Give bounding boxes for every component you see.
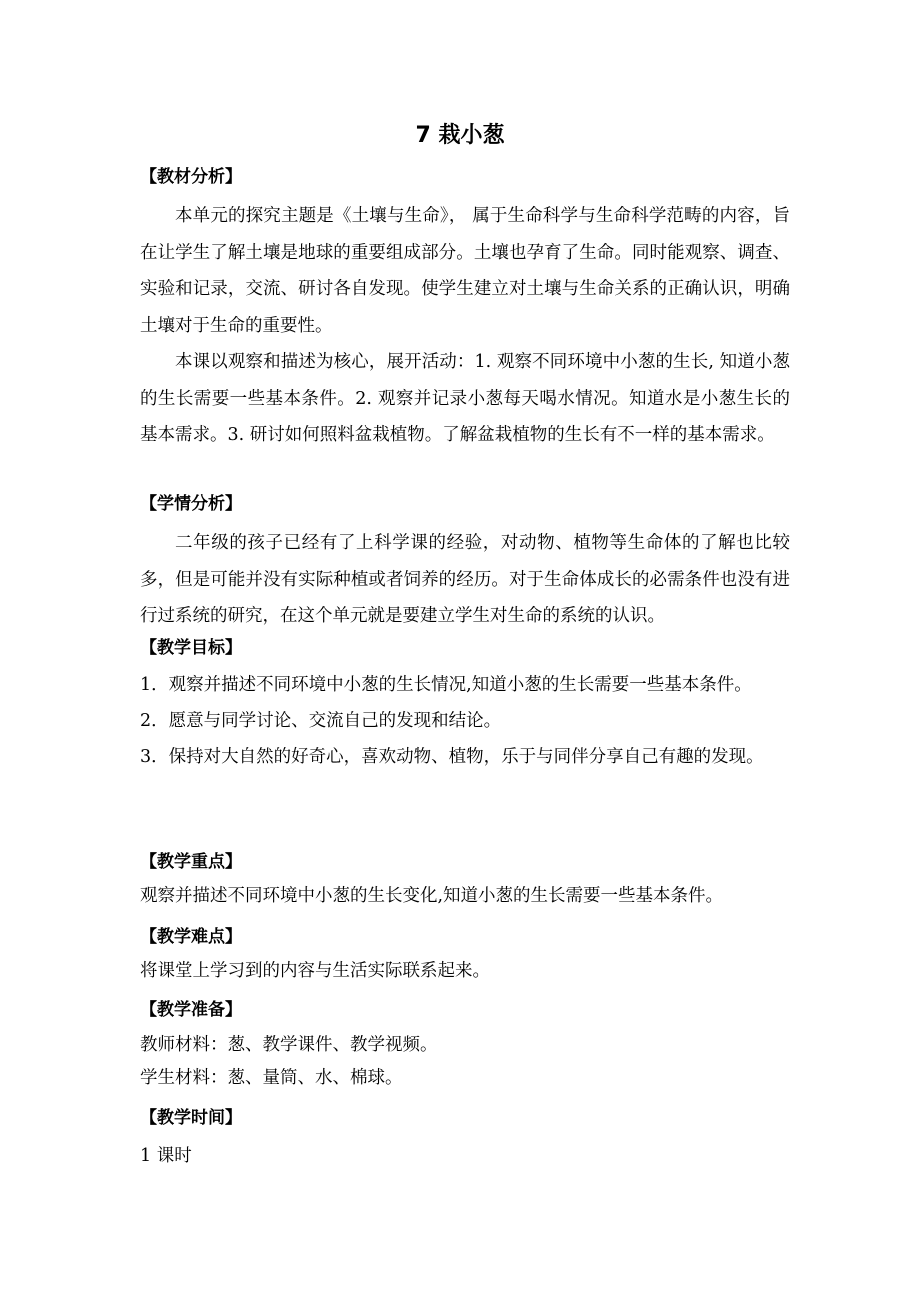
section-objectives — [140, 632, 790, 775]
list-item: 2．愿意与同学讨论、交流自己的发现和结论。 — [140, 711, 502, 731]
paragraph: 二年级的孩子已经有了上科学课的经验，对动物、植物等生命体的了解也比较多，但是可能并没有实际种植或者饲养的经历。对于生命体成长的必需条件也没有进行过系统的研究，在这个单元就是要建立学生对生命的系统的认识。 — [140, 533, 790, 626]
section-heading: 【教学时间】 — [140, 1108, 242, 1128]
paragraph: 将课堂上学习到的内容与生活实际联系起来。 — [140, 961, 490, 981]
section-heading: 【教学难点】 — [140, 927, 242, 947]
paragraph: 本课以观察和描述为核心，展开活动：1. 观察不同环境中小葱的生长, 知道小葱的生长需要一些基本条件。2. 观察并记录小葱每天喝水情况。知道水是小葱生长的基本需求。3. 研讨如何照料盆栽植物。了解盆栽植物的生长有不一样的基本需求。 — [140, 352, 790, 445]
section-heading: 【教学目标】 — [140, 638, 242, 658]
section-heading: 【教学重点】 — [140, 852, 242, 872]
section-difficulties — [140, 921, 790, 989]
section-heading: 【学情分析】 — [140, 494, 242, 514]
section-heading: 【教学准备】 — [140, 1000, 242, 1020]
paragraph: 1 课时 — [140, 1146, 192, 1166]
section-key-points — [140, 846, 790, 914]
list-item: 1．观察并描述不同环境中小葱的生长情况,知道小葱的生长需要一些基本条件。 — [140, 675, 752, 695]
section-student-analysis — [140, 488, 790, 635]
page-title: 7 栽小葱 — [415, 123, 505, 148]
teacher-materials: 教师材料：葱、教学课件、教学视频。 — [140, 1035, 438, 1055]
section-textbook-analysis — [140, 161, 790, 454]
paragraph: 本单元的探究主题是《土壤与生命》， 属于生命科学与生命科学范畴的内容，旨在让学生了解土壤是地球的重要组成部分。土壤也孕育了生命。同时能观察、调查、实验和记录，交流、研讨各自发现。使学生建立对土壤与生命关系的正确认识，明确土壤对于生命的重要性。 — [140, 206, 790, 336]
section-heading: 【教材分析】 — [140, 167, 242, 187]
section-preparation — [140, 994, 790, 1095]
section-time — [140, 1102, 790, 1174]
paragraph: 观察并描述不同环境中小葱的生长变化,知道小葱的生长需要一些基本条件。 — [140, 886, 724, 906]
student-materials: 学生材料：葱、量筒、水、棉球。 — [140, 1068, 403, 1088]
list-item: 3．保持对大自然的好奇心，喜欢动物、植物，乐于与同伴分享自己有趣的发现。 — [140, 747, 764, 767]
